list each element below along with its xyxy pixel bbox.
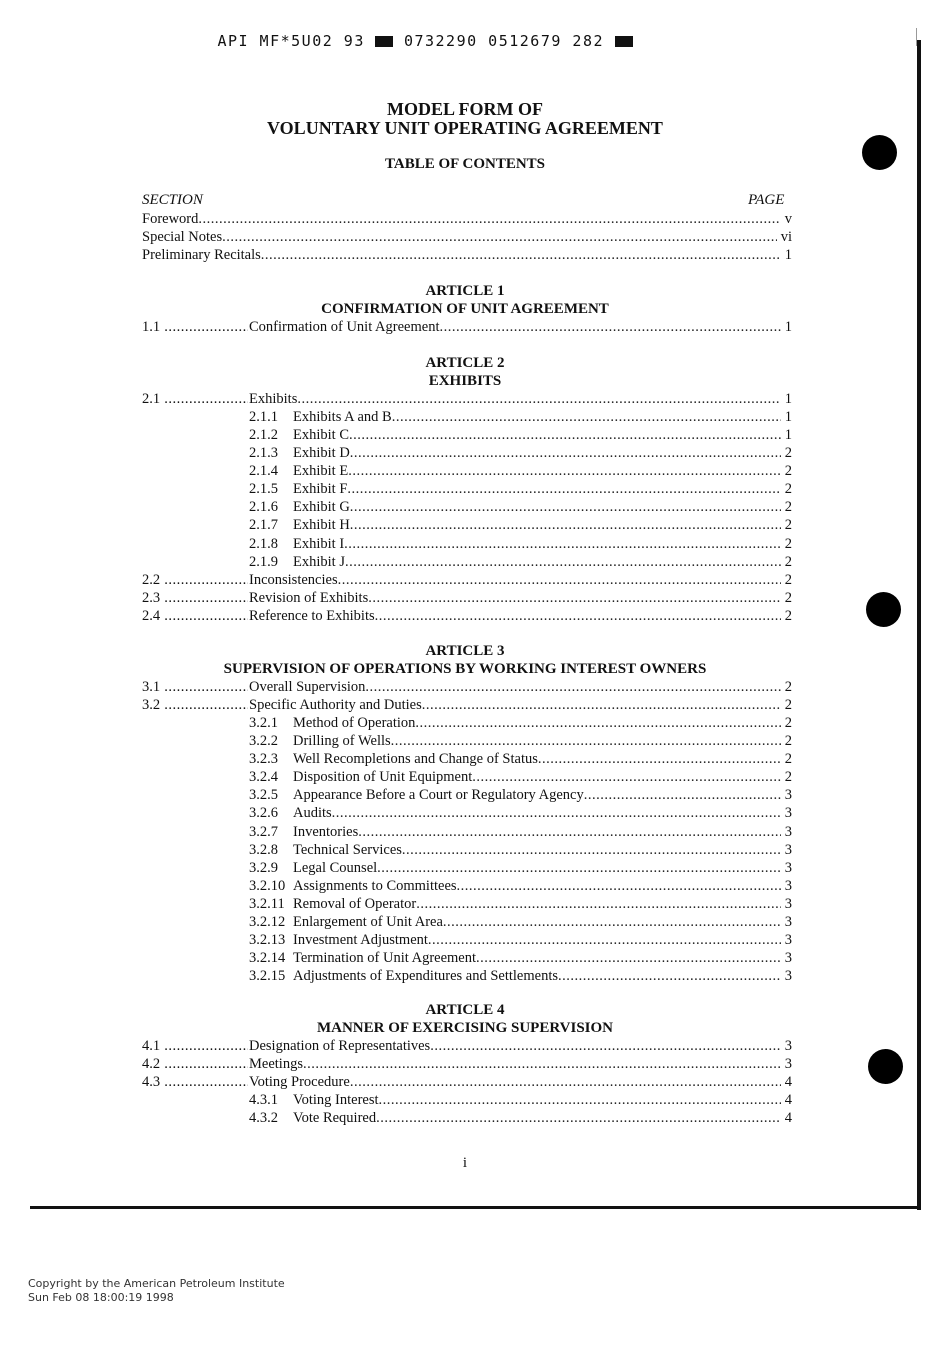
document-code-header <box>0 32 850 50</box>
subsection-number: 2.1.4 <box>249 463 278 480</box>
entry-title: Preliminary Recitals <box>142 247 261 264</box>
entry-title: Assignments to Committees <box>293 877 457 894</box>
dot-leader <box>358 823 781 841</box>
dot-leader <box>332 804 781 822</box>
toc-entry-label <box>249 444 350 462</box>
dot-leader <box>344 535 781 553</box>
subsection-number: 3.2.7 <box>249 823 278 840</box>
toc-entry-label <box>142 246 261 264</box>
entry-title: Reference to Exhibits <box>249 607 375 624</box>
entry-page: 3 <box>784 913 792 930</box>
toc-row <box>249 1091 792 1109</box>
subsection-number: 4.3.2 <box>249 1110 278 1127</box>
toc-row <box>249 841 792 859</box>
entry-page: 2 <box>784 679 792 696</box>
article-title: SUPERVISION OF OPERATIONS BY WORKING INTEREST OWNERS <box>223 661 707 678</box>
toc-row <box>249 877 792 895</box>
toc-entry-label <box>249 678 365 696</box>
entry-page: 2 <box>784 589 792 606</box>
subsection-number: 3.2.9 <box>249 859 278 876</box>
punch-hole-middle <box>866 592 901 627</box>
page-column-header: PAGE <box>748 192 785 208</box>
dot-leader <box>428 931 781 949</box>
subsection-number: 3.2.15 <box>249 967 286 984</box>
dot-leader <box>222 228 777 246</box>
section-number: 3.2 ..... <box>142 696 248 714</box>
entry-page: 2 <box>784 535 792 552</box>
toc-entry-label <box>249 535 344 553</box>
dot-leader <box>391 732 781 750</box>
entry-page: 1 <box>784 319 792 336</box>
subsection-number: 3.2.2 <box>249 733 278 750</box>
entry-page: 3 <box>784 931 792 948</box>
section-number: 2.4 ..... <box>142 607 248 625</box>
entry-page: v <box>784 211 792 227</box>
section-number: 2.2 ..... <box>142 571 248 589</box>
dot-leader <box>303 1055 781 1073</box>
toc-entry-label <box>249 390 297 408</box>
entry-title: Removal of Operator <box>293 895 417 912</box>
toc-entry-label <box>249 804 332 822</box>
entry-title: Special Notes <box>142 229 223 246</box>
entry-page: 2 <box>784 481 792 498</box>
article-title: MANNER OF EXERCISING SUPERVISION <box>316 1020 614 1037</box>
dot-leader <box>350 516 781 534</box>
entry-page: 4 <box>784 1092 792 1109</box>
toc-row <box>249 913 792 931</box>
entry-title: Exhibit G <box>293 499 350 516</box>
subsection-number: 4.3.1 <box>249 1092 278 1109</box>
entry-page: 1 <box>784 427 792 444</box>
dot-leader <box>472 768 781 786</box>
entry-title: Technical Services <box>293 841 402 858</box>
entry-title: Method of Operation <box>293 715 416 732</box>
toc-entry-label <box>249 750 538 768</box>
section-number: 2.1 ..... <box>142 390 248 408</box>
toc-entry-label <box>249 967 558 985</box>
toc-entry-label <box>249 877 457 895</box>
toc-entry-label <box>249 931 428 949</box>
toc-row <box>249 498 792 516</box>
entry-title: Audits <box>293 805 332 822</box>
entry-page: 3 <box>784 895 792 912</box>
dot-leader <box>376 1109 781 1127</box>
entry-page: 2 <box>784 697 792 714</box>
toc-row <box>249 589 792 607</box>
toc-entry-label <box>249 516 350 534</box>
toc-entry-label <box>249 696 422 714</box>
entry-page: 2 <box>784 769 792 786</box>
toc-row <box>249 949 792 967</box>
article-heading: ARTICLE 1 <box>425 283 505 299</box>
toc-entry-label <box>249 732 391 750</box>
code-mid: 0732290 0512679 282 <box>403 32 605 50</box>
entry-title: Exhibit H <box>293 517 350 534</box>
toc-entry-label <box>249 318 439 336</box>
toc-entry-label <box>249 1073 350 1091</box>
toc-row <box>249 480 792 498</box>
section-number: 4.3 ..... <box>142 1073 248 1091</box>
toc-entry-label <box>249 1091 379 1109</box>
entry-page: 2 <box>784 571 792 588</box>
subsection-number: 3.2.14 <box>249 949 286 966</box>
section-column-header: SECTION <box>142 192 203 208</box>
section-number: 4.1 ..... <box>142 1037 248 1055</box>
black-block-mark <box>615 36 633 47</box>
entry-title: Specific Authority and Duties <box>249 697 422 714</box>
toc-row <box>249 408 792 426</box>
toc-row <box>249 553 792 571</box>
entry-title: Exhibits A and B <box>293 409 392 426</box>
toc-row <box>249 804 792 822</box>
subsection-number: 3.2.6 <box>249 805 278 822</box>
code-left: API MF*5U02 93 <box>217 32 365 50</box>
toc-row <box>249 823 792 841</box>
toc-entry-label <box>142 228 222 246</box>
dot-leader <box>443 913 781 931</box>
toc-title: TABLE OF CONTENTS <box>384 156 546 172</box>
toc-entry-label <box>249 498 350 516</box>
entry-title: Voting Interest <box>293 1092 379 1109</box>
dot-leader <box>350 444 781 462</box>
toc-entry-label <box>249 589 368 607</box>
dot-leader <box>368 589 781 607</box>
subsection-number: 2.1.2 <box>249 427 278 444</box>
entry-title: Drilling of Wells <box>293 733 391 750</box>
toc-entry-label <box>249 823 358 841</box>
entry-page: 2 <box>784 463 792 480</box>
toc-entry-label <box>142 210 198 228</box>
copyright-date: Sun Feb 08 18:00:19 1998 <box>28 1291 174 1304</box>
dot-leader <box>430 1037 781 1055</box>
entry-title: Exhibit J <box>293 553 345 570</box>
section-number: 2.3 ..... <box>142 589 248 607</box>
article-heading: ARTICLE 2 <box>425 355 505 371</box>
subsection-number: 3.2.5 <box>249 787 278 804</box>
entry-page: 2 <box>784 733 792 750</box>
entry-page: 3 <box>784 967 792 984</box>
toc-entry-label <box>249 859 377 877</box>
toc-row <box>249 1037 792 1055</box>
entry-title: Exhibit D <box>293 445 350 462</box>
subsection-number: 3.2.3 <box>249 751 278 768</box>
toc-row <box>249 426 792 444</box>
dot-leader <box>198 210 780 228</box>
toc-entry-label <box>249 841 402 859</box>
dot-leader <box>538 750 781 768</box>
subsection-number: 2.1.5 <box>249 481 278 498</box>
toc-entry-label <box>249 768 472 786</box>
entry-page: 3 <box>784 1056 792 1073</box>
toc-entry-label <box>249 408 392 426</box>
entry-title: Termination of Unit Agreement <box>293 949 477 966</box>
entry-title: Legal Counsel <box>293 859 378 876</box>
entry-page: 1 <box>784 391 792 408</box>
entry-page: 4 <box>784 1110 792 1127</box>
dot-leader <box>422 696 781 714</box>
entry-title: Exhibit C <box>293 427 349 444</box>
document-title-line2: VOLUNTARY UNIT OPERATING AGREEMENT <box>267 118 663 138</box>
toc-row <box>249 768 792 786</box>
entry-page: 3 <box>784 877 792 894</box>
dot-leader <box>297 390 780 408</box>
toc-row <box>249 462 792 480</box>
toc-entry-label <box>249 949 476 967</box>
entry-title: Exhibit F <box>293 481 348 498</box>
toc-row <box>249 1055 792 1073</box>
entry-page: 3 <box>784 787 792 804</box>
article-title: EXHIBITS <box>428 373 502 390</box>
entry-title: Overall Supervision <box>249 679 366 696</box>
toc-entry-label <box>249 553 345 571</box>
entry-title: Meetings <box>249 1056 303 1073</box>
toc-row <box>249 1073 792 1091</box>
toc-row <box>142 228 792 246</box>
entry-page: 2 <box>784 715 792 732</box>
entry-page: vi <box>780 229 792 246</box>
entry-title: Inconsistencies <box>249 571 338 588</box>
toc-row <box>249 444 792 462</box>
dot-leader <box>379 1091 781 1109</box>
entry-title: Investment Adjustment <box>293 931 428 948</box>
toc-entry-label <box>249 786 584 804</box>
toc-entry-label <box>249 480 347 498</box>
dot-leader <box>348 462 781 480</box>
subsection-number: 2.1.3 <box>249 445 278 462</box>
toc-row <box>142 210 792 228</box>
dot-leader <box>439 318 780 336</box>
entry-title: Enlargement of Unit Area <box>293 913 443 930</box>
toc-row <box>249 931 792 949</box>
entry-page: 1 <box>784 247 792 264</box>
dot-leader <box>350 1073 781 1091</box>
dot-leader <box>416 895 781 913</box>
entry-title: Appearance Before a Court or Regulatory Agency <box>293 787 584 804</box>
toc-entry-label <box>249 462 348 480</box>
dot-leader <box>350 498 781 516</box>
entry-page: 2 <box>784 751 792 768</box>
entry-page: 2 <box>784 553 792 570</box>
black-block-mark <box>375 36 393 47</box>
punch-hole-top <box>862 135 897 170</box>
dot-leader <box>377 859 781 877</box>
section-number: 4.2 ..... <box>142 1055 248 1073</box>
toc-row <box>142 246 792 264</box>
toc-entry-label <box>249 1055 303 1073</box>
page-border-right <box>917 40 921 1210</box>
section-number: 1.1 ..... <box>142 318 248 336</box>
entry-title: Exhibit I <box>293 535 345 552</box>
toc-row <box>249 967 792 985</box>
toc-entry-label <box>249 607 375 625</box>
dot-leader <box>338 571 781 589</box>
entry-page: 3 <box>784 823 792 840</box>
copyright-line: Copyright by the American Petroleum Institute <box>28 1277 285 1290</box>
toc-row <box>249 678 792 696</box>
toc-row <box>249 390 792 408</box>
subsection-number: 2.1.6 <box>249 499 278 516</box>
entry-page: 1 <box>784 409 792 426</box>
subsection-number: 3.2.4 <box>249 769 278 786</box>
entry-page: 3 <box>784 805 792 822</box>
subsection-number: 3.2.13 <box>249 931 286 948</box>
dot-leader <box>457 877 781 895</box>
dot-leader <box>558 967 781 985</box>
entry-page: 4 <box>784 1074 792 1091</box>
entry-page: 3 <box>784 949 792 966</box>
subsection-number: 2.1.8 <box>249 535 278 552</box>
dot-leader <box>365 678 780 696</box>
toc-entry-label <box>249 913 443 931</box>
subsection-number: 2.1.7 <box>249 517 278 534</box>
dot-leader <box>261 246 781 264</box>
page-number: i <box>462 1155 468 1171</box>
entry-title: Exhibit E <box>293 463 349 480</box>
subsection-number: 2.1.9 <box>249 553 278 570</box>
toc-row <box>249 714 792 732</box>
subsection-number: 2.1.1 <box>249 409 278 426</box>
entry-page: 3 <box>784 841 792 858</box>
toc-row <box>249 318 792 336</box>
toc-entry-label <box>249 714 415 732</box>
entry-title: Adjustments of Expenditures and Settlements <box>293 967 558 984</box>
entry-title: Confirmation of Unit Agreement <box>249 319 440 336</box>
section-number: 3.1 ..... <box>142 678 248 696</box>
entry-title: Disposition of Unit Equipment <box>293 769 473 786</box>
toc-entry-label <box>249 1109 376 1127</box>
subsection-number: 3.2.10 <box>249 877 286 894</box>
article-title: CONFIRMATION OF UNIT AGREEMENT <box>321 301 609 318</box>
dot-leader <box>392 408 781 426</box>
page-border-bottom <box>30 1206 921 1209</box>
toc-row <box>249 1109 792 1127</box>
dot-leader <box>584 786 781 804</box>
subsection-number: 3.2.11 <box>249 895 285 912</box>
entry-title: Exhibits <box>249 391 298 408</box>
toc-row <box>249 516 792 534</box>
dot-leader <box>476 949 781 967</box>
dot-leader <box>415 714 780 732</box>
toc-row <box>249 535 792 553</box>
entry-page: 3 <box>784 859 792 876</box>
dot-leader <box>402 841 781 859</box>
entry-title: Inventories <box>293 823 359 840</box>
toc-entry-label <box>249 895 416 913</box>
dot-leader <box>347 480 780 498</box>
dot-leader <box>349 426 781 444</box>
document-title-line1: MODEL FORM OF <box>387 99 543 119</box>
entry-page: 3 <box>784 1038 792 1055</box>
dot-leader <box>345 553 781 571</box>
toc-row <box>249 786 792 804</box>
toc-row <box>249 859 792 877</box>
toc-entry-label <box>249 571 338 589</box>
article-heading: ARTICLE 4 <box>425 1002 505 1018</box>
toc-row <box>249 607 792 625</box>
entry-title: Well Recompletions and Change of Status <box>293 751 538 768</box>
toc-row <box>249 895 792 913</box>
dot-leader <box>375 607 781 625</box>
toc-entry-label <box>249 426 349 444</box>
copyright-notice <box>28 1277 285 1305</box>
entry-title: Foreword <box>142 211 199 227</box>
toc-row <box>249 732 792 750</box>
punch-hole-bottom <box>868 1049 903 1084</box>
toc-row <box>249 696 792 714</box>
entry-title: Voting Procedure <box>249 1074 350 1091</box>
entry-page: 2 <box>784 607 792 624</box>
toc-row <box>249 571 792 589</box>
subsection-number: 3.2.8 <box>249 841 278 858</box>
subsection-number: 3.2.1 <box>249 715 278 732</box>
subsection-number: 3.2.12 <box>249 913 286 930</box>
toc-entry-label <box>249 1037 430 1055</box>
entry-page: 2 <box>784 499 792 516</box>
entry-page: 2 <box>784 517 792 534</box>
entry-title: Vote Required <box>293 1110 377 1127</box>
article-heading: ARTICLE 3 <box>425 643 505 659</box>
entry-page: 2 <box>784 445 792 462</box>
toc-row <box>249 750 792 768</box>
entry-title: Designation of Representatives <box>249 1038 431 1055</box>
entry-title: Revision of Exhibits <box>249 589 369 606</box>
